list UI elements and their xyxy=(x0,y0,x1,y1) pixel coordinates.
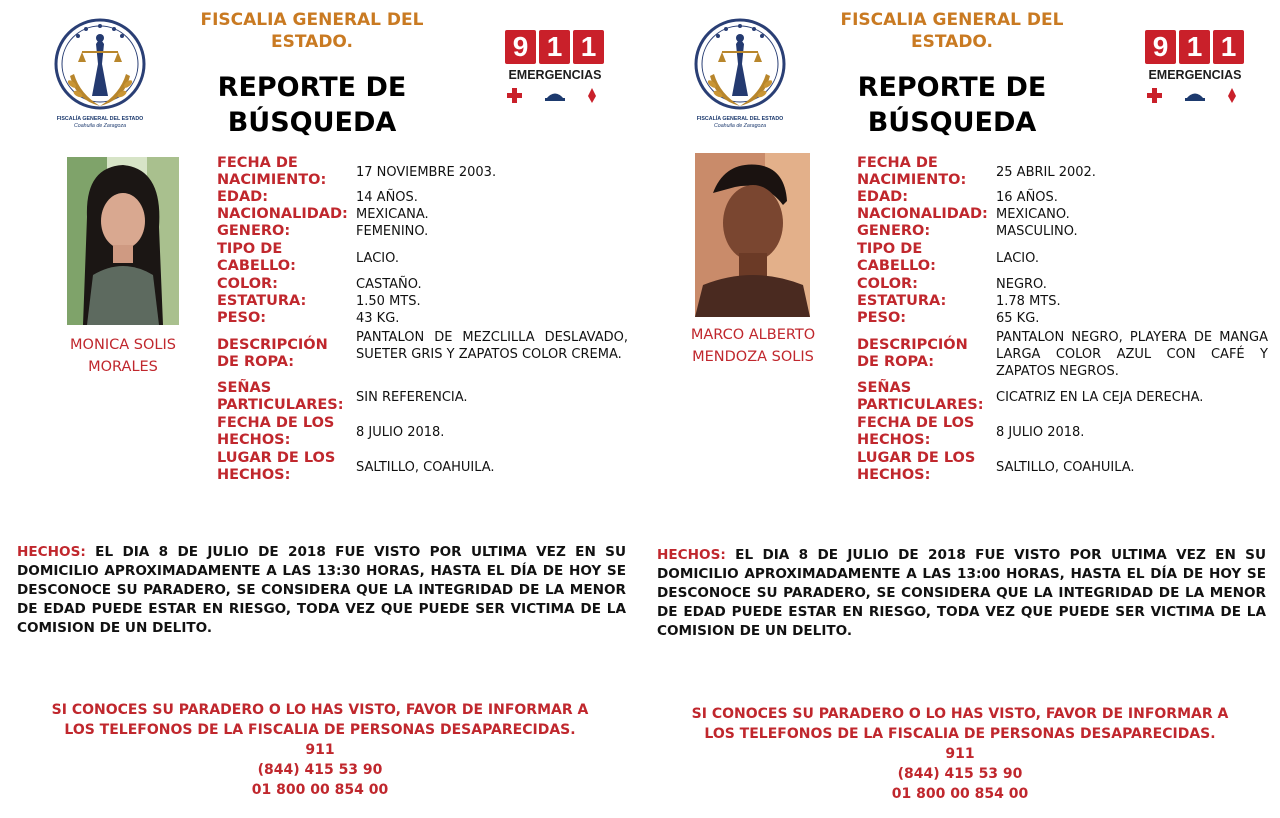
field-label: FECHA DE LOS HECHOS: xyxy=(857,415,975,448)
field-label: FECHA DE NACIMIENTO: xyxy=(857,155,967,188)
seal-subcaption: Coahuila de Zaragoza xyxy=(73,123,127,129)
field-value: 1.50 MTS. xyxy=(356,294,421,309)
emergency-label: EMERGENCIAS xyxy=(1148,68,1242,82)
contact-footer xyxy=(640,704,1280,804)
phone-number: 01 800 00 854 00 xyxy=(891,786,1029,802)
document-title: REPORTE DE BÚSQUEDA xyxy=(857,72,1047,138)
field-label: EDAD: xyxy=(217,189,268,205)
digit-tile: 1 xyxy=(573,30,604,64)
contact-line: SI CONOCES SU PARADERO O LO HAS VISTO, FAVOR DE INFORMAR A xyxy=(691,706,1229,722)
agency-name: FISCALIA GENERAL DEL ESTADO. xyxy=(200,10,424,52)
field-label: FECHA DE NACIMIENTO: xyxy=(217,155,327,188)
field-label: ESTATURA: xyxy=(857,293,947,309)
phone-number: 01 800 00 854 00 xyxy=(251,782,389,798)
contact-line: LOS TELEFONOS DE LA FISCALIA DE PERSONAS DESAPARECIDAS. xyxy=(64,722,576,738)
facts-text: EL DIA 8 DE JULIO DE 2018 FUE VISTO POR ULTIMA VEZ EN SU DOMICILIO APROXIMADAMENTE A LAS 13:00 HORAS, HASTA EL DÍA DE HOY SE DESCONOCE SU PARADERO, SE CONSIDERA QUE LA INTEGRIDAD DE LA MENOR DE EDAD PUEDE ESTAR EN RIESGO, TODA VEZ QUE PUEDE SER VICTIMA DE LA COMISION DE UN DELITO. xyxy=(657,547,1266,639)
field-label: PESO: xyxy=(857,310,907,326)
person-name: MONICA SOLIS MORALES xyxy=(70,337,176,375)
field-value: MEXICANA. xyxy=(356,207,429,222)
digit-tile: 1 xyxy=(1179,30,1210,64)
seal-subcaption: Coahuila de Zaragoza xyxy=(713,123,767,129)
field-value: 17 NOVIEMBRE 2003. xyxy=(356,165,497,180)
field-label: TIPO DE CABELLO: xyxy=(217,241,296,274)
contact-line: SI CONOCES SU PARADERO O LO HAS VISTO, FAVOR DE INFORMAR A xyxy=(51,702,589,718)
seal-caption: FISCALÍA GENERAL DEL ESTADO xyxy=(696,116,784,122)
phone-number: 911 xyxy=(305,742,335,758)
phone-number: (844) 415 53 90 xyxy=(257,762,383,778)
field-value: PANTALON NEGRO, PLAYERA DE MANGA LARGA COLOR AZUL CON CAFÉ Y ZAPATOS NEGROS. xyxy=(996,330,1268,379)
emergencias-911-logo xyxy=(502,30,608,106)
facts-label: HECHOS: xyxy=(17,544,86,560)
field-label: DESCRIPCIÓN DE ROPA: xyxy=(857,337,968,370)
field-label: COLOR: xyxy=(857,276,918,292)
field-value: 43 KG. xyxy=(356,311,400,326)
field-value: 16 AÑOS. xyxy=(996,190,1058,205)
field-label: SEÑAS PARTICULARES: xyxy=(857,380,984,413)
field-value: NEGRO. xyxy=(996,277,1047,292)
field-value: PANTALON DE MEZCLILLA DESLAVADO, SUETER GRIS Y ZAPATOS COLOR CREMA. xyxy=(356,330,628,362)
field-label: LUGAR DE LOS HECHOS: xyxy=(857,450,976,483)
person-name: MARCO ALBERTO MENDOZA SOLIS xyxy=(690,327,816,365)
digit-tile: 1 xyxy=(539,30,570,64)
facts-label: HECHOS: xyxy=(657,547,726,563)
field-label: EDAD: xyxy=(857,189,908,205)
fiscalia-seal-logo xyxy=(48,14,152,130)
field-label: ESTATURA: xyxy=(217,293,307,309)
field-label: NACIONALIDAD: xyxy=(857,206,988,222)
missing-person-poster xyxy=(640,0,1280,818)
fire-icon xyxy=(1228,88,1236,103)
field-value: FEMENINO. xyxy=(356,224,429,239)
digit-tile: 9 xyxy=(505,30,536,64)
field-value: 14 AÑOS. xyxy=(356,190,418,205)
police-cap-icon xyxy=(1185,94,1205,102)
contact-footer xyxy=(0,700,640,800)
seal-caption: FISCALÍA GENERAL DEL ESTADO xyxy=(56,116,144,122)
facts-paragraph xyxy=(17,543,626,638)
digit-tile: 9 xyxy=(1145,30,1176,64)
person-photo xyxy=(67,157,179,325)
field-value: SIN REFERENCIA. xyxy=(356,390,468,405)
field-value: MEXICANO. xyxy=(996,207,1070,222)
digit-tile: 1 xyxy=(1213,30,1244,64)
field-value: SALTILLO, COAHUILA. xyxy=(996,460,1135,475)
phone-number: (844) 415 53 90 xyxy=(897,766,1023,782)
document-title: REPORTE DE BÚSQUEDA xyxy=(217,72,407,138)
fire-icon xyxy=(588,88,596,103)
field-value: MASCULINO. xyxy=(996,224,1078,239)
field-label: GENERO: xyxy=(217,223,291,239)
phone-number: 911 xyxy=(945,746,975,762)
field-value: 8 JULIO 2018. xyxy=(356,425,445,440)
person-photo xyxy=(695,153,810,317)
police-cap-icon xyxy=(545,94,565,102)
contact-line: LOS TELEFONOS DE LA FISCALIA DE PERSONAS DESAPARECIDAS. xyxy=(704,726,1216,742)
facts-text: EL DIA 8 DE JULIO DE 2018 FUE VISTO POR ULTIMA VEZ EN SU DOMICILIO APROXIMADAMENTE A LAS 13:30 HORAS, HASTA EL DÍA DE HOY SE DESCONOCE SU PARADERO, SE CONSIDERA QUE LA INTEGRIDAD DE LA MENOR DE EDAD PUEDE ESTAR EN RIESGO, TODA VEZ QUE PUEDE SER VICTIMA DE LA COMISION DE UN DELITO. xyxy=(17,544,626,636)
agency-name: FISCALIA GENERAL DEL ESTADO. xyxy=(840,10,1064,52)
field-label: FECHA DE LOS HECHOS: xyxy=(217,415,335,448)
emergencias-911-logo xyxy=(1142,30,1248,106)
field-label: GENERO: xyxy=(857,223,931,239)
field-value: LACIO. xyxy=(996,251,1039,266)
field-value: CICATRIZ EN LA CEJA DERECHA. xyxy=(996,390,1204,405)
field-value: 65 KG. xyxy=(996,311,1040,326)
emergency-label: EMERGENCIAS xyxy=(508,68,602,82)
field-label: COLOR: xyxy=(217,276,278,292)
field-label: PESO: xyxy=(217,310,267,326)
field-label: LUGAR DE LOS HECHOS: xyxy=(217,450,336,483)
field-label: SEÑAS PARTICULARES: xyxy=(217,380,344,413)
field-value: SALTILLO, COAHUILA. xyxy=(356,460,495,475)
field-value: LACIO. xyxy=(356,251,399,266)
fiscalia-seal-logo xyxy=(688,14,792,130)
field-label: TIPO DE CABELLO: xyxy=(857,241,936,274)
field-value: 25 ABRIL 2002. xyxy=(996,165,1096,180)
medical-cross-icon xyxy=(1147,88,1162,103)
medical-cross-icon xyxy=(507,88,522,103)
field-value: CASTAÑO. xyxy=(356,277,422,292)
field-label: NACIONALIDAD: xyxy=(217,206,348,222)
field-value: 8 JULIO 2018. xyxy=(996,425,1085,440)
facts-paragraph xyxy=(657,546,1266,641)
field-label: DESCRIPCIÓN DE ROPA: xyxy=(217,337,328,370)
field-value: 1.78 MTS. xyxy=(996,294,1061,309)
